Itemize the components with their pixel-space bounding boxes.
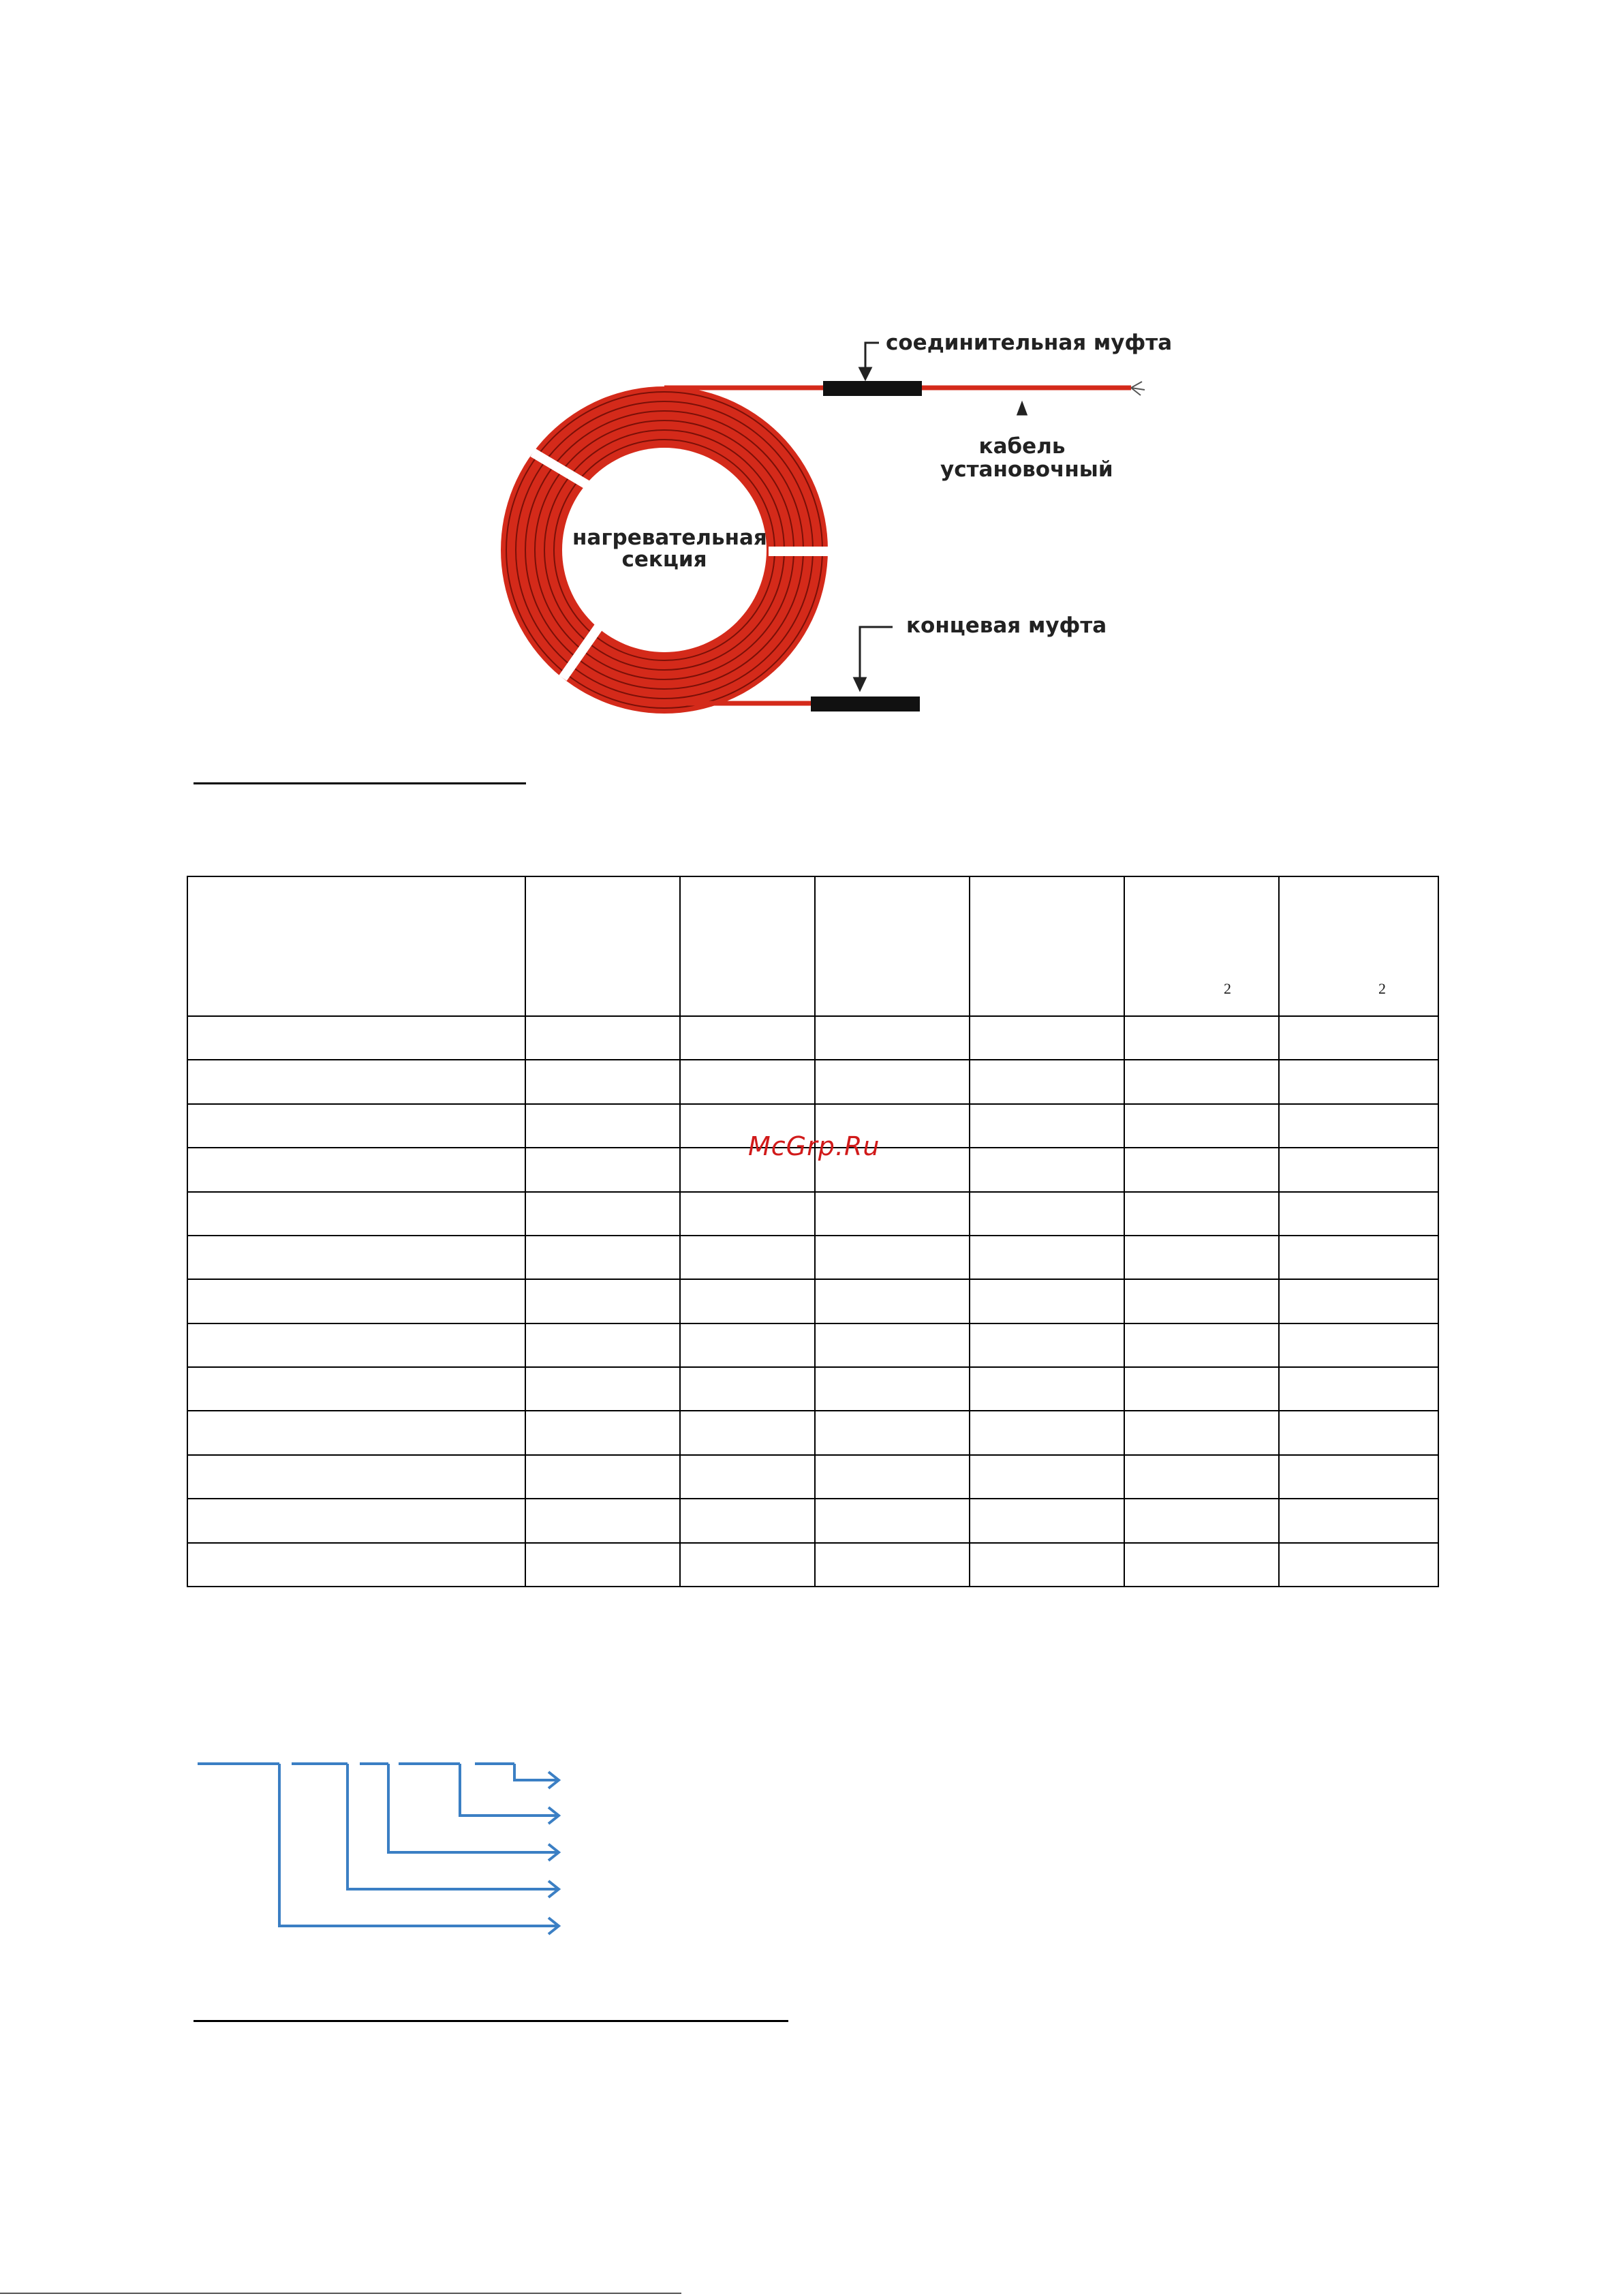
table-cell [680,1192,815,1236]
table-cell [187,1455,525,1499]
watermark: McGrp.Ru [748,1131,880,1161]
table-cell [1124,1411,1279,1454]
table-cell [680,1279,815,1323]
table-cell [970,1236,1124,1279]
table-cell [970,1016,1124,1060]
table-cell [187,1192,525,1236]
table-cell [187,1543,525,1587]
table-cell [680,1236,815,1279]
header-cell [1279,876,1438,1016]
table-cell [1124,1060,1279,1103]
table-cell [815,1236,970,1279]
table-cell [1279,1279,1438,1323]
table-cell [1279,1367,1438,1411]
section-divider [194,2020,788,2022]
table-cell [815,1499,970,1542]
table-cell [970,1543,1124,1587]
header-cell [970,876,1124,1016]
table-cell [1124,1279,1279,1323]
table-cell [680,1411,815,1454]
table-cell [815,1279,970,1323]
header-cell [525,876,680,1016]
cable-label-line2: установочный [940,457,1113,482]
table-row [187,1323,1438,1367]
table-cell [970,1279,1124,1323]
table-cell [970,1192,1124,1236]
table-row [187,1411,1438,1454]
designation-scheme [0,1745,613,1949]
table-cell [1279,1236,1438,1279]
table-cell [187,1367,525,1411]
table-cell [1279,1060,1438,1103]
table-row [187,1279,1438,1323]
table-cell [970,1060,1124,1103]
table-cell [187,1499,525,1542]
table-cell [525,1323,680,1367]
table-cell [815,1543,970,1587]
table-cell [525,1279,680,1323]
end-coupling-label: концевая муфта [906,613,1107,638]
superscript-2: 2 [1224,980,1231,997]
table-cell [1279,1411,1438,1454]
table-cell [815,1411,970,1454]
table-cell [1124,1148,1279,1191]
section-divider [194,782,526,784]
table-row [187,1016,1438,1060]
table-cell [1279,1016,1438,1060]
table-cell [815,1060,970,1103]
table-cell [525,1104,680,1148]
table-cell [680,1367,815,1411]
footer-rule [0,2293,681,2294]
table-cell [187,1148,525,1191]
header-cell [815,876,970,1016]
table-cell [525,1367,680,1411]
table-cell [1124,1192,1279,1236]
table-cell [680,1060,815,1103]
table-row [187,1367,1438,1411]
table-cell [815,1455,970,1499]
table-cell [970,1323,1124,1367]
specification-table [187,876,1439,1587]
table-cell [1124,1323,1279,1367]
table-cell [970,1499,1124,1542]
table-cell [1279,1323,1438,1367]
table-cell [680,1323,815,1367]
table-cell [1124,1236,1279,1279]
table-cell [187,1279,525,1323]
table-cell [1279,1148,1438,1191]
table-row [187,1455,1438,1499]
table-cell [187,1323,525,1367]
table-cell [970,1148,1124,1191]
section-label-line2: секция [621,547,707,572]
table-cell [525,1455,680,1499]
table-cell [1279,1499,1438,1542]
table-cell [680,1499,815,1542]
table-cell [525,1543,680,1587]
header-cell [680,876,815,1016]
connecting-coupling [823,381,922,396]
superscript-2: 2 [1378,980,1386,997]
table-cell [1279,1104,1438,1148]
table-header-row [187,876,1438,1016]
section-label-line1: нагревательная [572,525,767,550]
table-cell [815,1016,970,1060]
table-row [187,1499,1438,1542]
header-cell [1124,876,1279,1016]
table-cell [970,1104,1124,1148]
table-cell [187,1104,525,1148]
table-cell [187,1016,525,1060]
table-cell [1279,1543,1438,1587]
table-cell [970,1455,1124,1499]
table-cell [680,1455,815,1499]
table-cell [1124,1016,1279,1060]
table-cell [525,1236,680,1279]
table-cell [1124,1499,1279,1542]
table-cell [1279,1192,1438,1236]
table-cell [187,1236,525,1279]
table-cell [680,1543,815,1587]
table-cell [815,1367,970,1411]
coupling-label: соединительная муфта [886,331,1173,355]
table-cell [525,1016,680,1060]
table-row [187,1060,1438,1103]
table-cell [1124,1455,1279,1499]
table-row [187,1543,1438,1587]
table-cell [1124,1104,1279,1148]
heating-cable-diagram [0,0,1623,750]
table-cell [1279,1455,1438,1499]
table-row [187,1192,1438,1236]
table-row [187,1236,1438,1279]
table-cell [1124,1367,1279,1411]
end-coupling [811,697,920,711]
table-cell [1124,1543,1279,1587]
table-cell [815,1192,970,1236]
table-cell [525,1499,680,1542]
table-cell [187,1060,525,1103]
table-cell [525,1060,680,1103]
table-cell [970,1411,1124,1454]
header-cell [187,876,525,1016]
table-cell [680,1016,815,1060]
table-cell [815,1323,970,1367]
table-cell [970,1367,1124,1411]
cable-label-line1: кабель [978,434,1066,459]
table-cell [525,1411,680,1454]
table-cell [525,1148,680,1191]
table-cell [525,1192,680,1236]
table-cell [187,1411,525,1454]
